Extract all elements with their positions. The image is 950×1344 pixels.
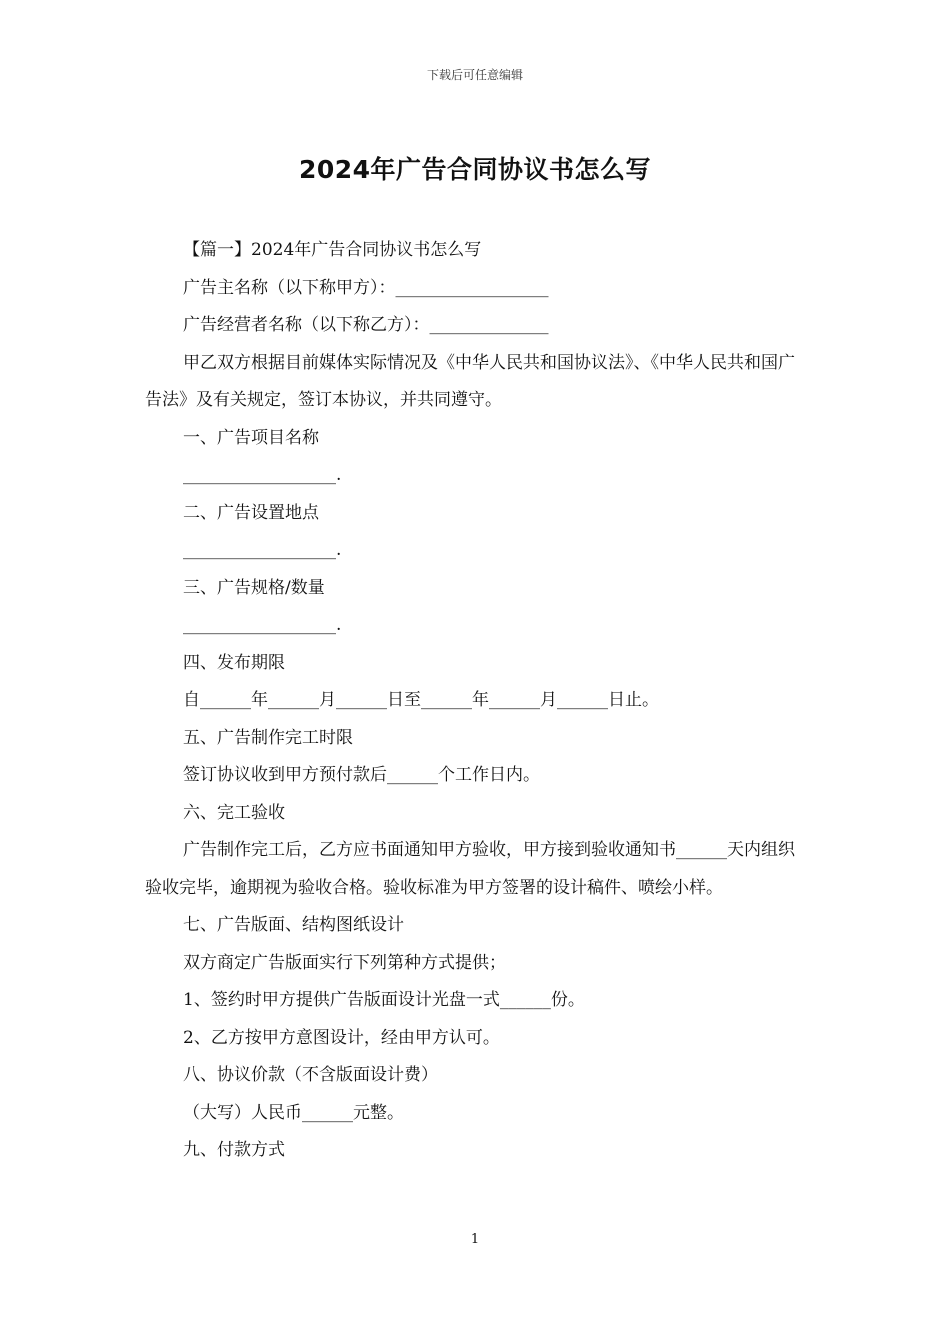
clause-heading-acceptance: 六、完工验收 <box>183 802 285 823</box>
preamble-paragraph: 甲乙双方根据目前媒体实际情况及《中华人民共和国协议法》、《中华人民共和国广告法》及有关规定，签订本协议，并共同遵守。 <box>145 352 795 410</box>
blank-line-location: __________________. <box>183 540 342 560</box>
advertiser-name-field: 广告主名称（以下称甲方）：__________________ <box>183 277 549 298</box>
blank-line-project-name: __________________. <box>183 465 342 485</box>
clause-heading-production-deadline: 五、广告制作完工时限 <box>183 727 353 748</box>
production-deadline-line: 签订协议收到甲方预付款后______个工作日内。 <box>183 765 540 785</box>
operator-name-field: 广告经营者名称（以下称乙方）：______________ <box>183 315 549 335</box>
document-title: 2024年广告合同协议书怎么写 <box>298 155 652 184</box>
layout-option-one: 1、签约时甲方提供广告版面设计光盘一式______份。 <box>183 990 585 1010</box>
publish-period-line: 自______年______月______日至______年______月______日止。 <box>183 690 659 710</box>
layout-option-two: 2、乙方按甲方意图设计，经由甲方认可。 <box>183 1027 500 1048</box>
clause-heading-spec-quantity: 三、广告规格/数量 <box>183 577 325 598</box>
document-body <box>145 232 809 1170</box>
price-line: （大写）人民币______元整。 <box>183 1102 404 1123</box>
clause-heading-location: 二、广告设置地点 <box>183 502 319 523</box>
layout-design-intro: 双方商定广告版面实行下列第种方式提供； <box>183 952 506 973</box>
clause-heading-layout-design: 七、广告版面、结构图纸设计 <box>183 915 404 935</box>
section-heading-part-one: 【篇一】2024年广告合同协议书怎么写 <box>183 240 482 260</box>
page-number: 1 <box>470 1232 480 1247</box>
acceptance-paragraph: 广告制作完工后，乙方应书面通知甲方验收，甲方接到验收通知书______天内组织验收完毕，逾期视为验收合格。验收标准为甲方签署的设计稿件、喷绘小样。 <box>145 840 795 898</box>
clause-heading-price: 八、协议价款（不含版面设计费） <box>183 1065 438 1085</box>
clause-heading-project-name: 一、广告项目名称 <box>183 427 319 448</box>
clause-heading-publish-period: 四、发布期限 <box>183 652 285 673</box>
clause-heading-payment: 九、付款方式 <box>183 1140 285 1160</box>
page-header-note: 下载后可任意编辑 <box>426 68 523 82</box>
blank-line-spec-quantity: __________________. <box>183 615 342 635</box>
